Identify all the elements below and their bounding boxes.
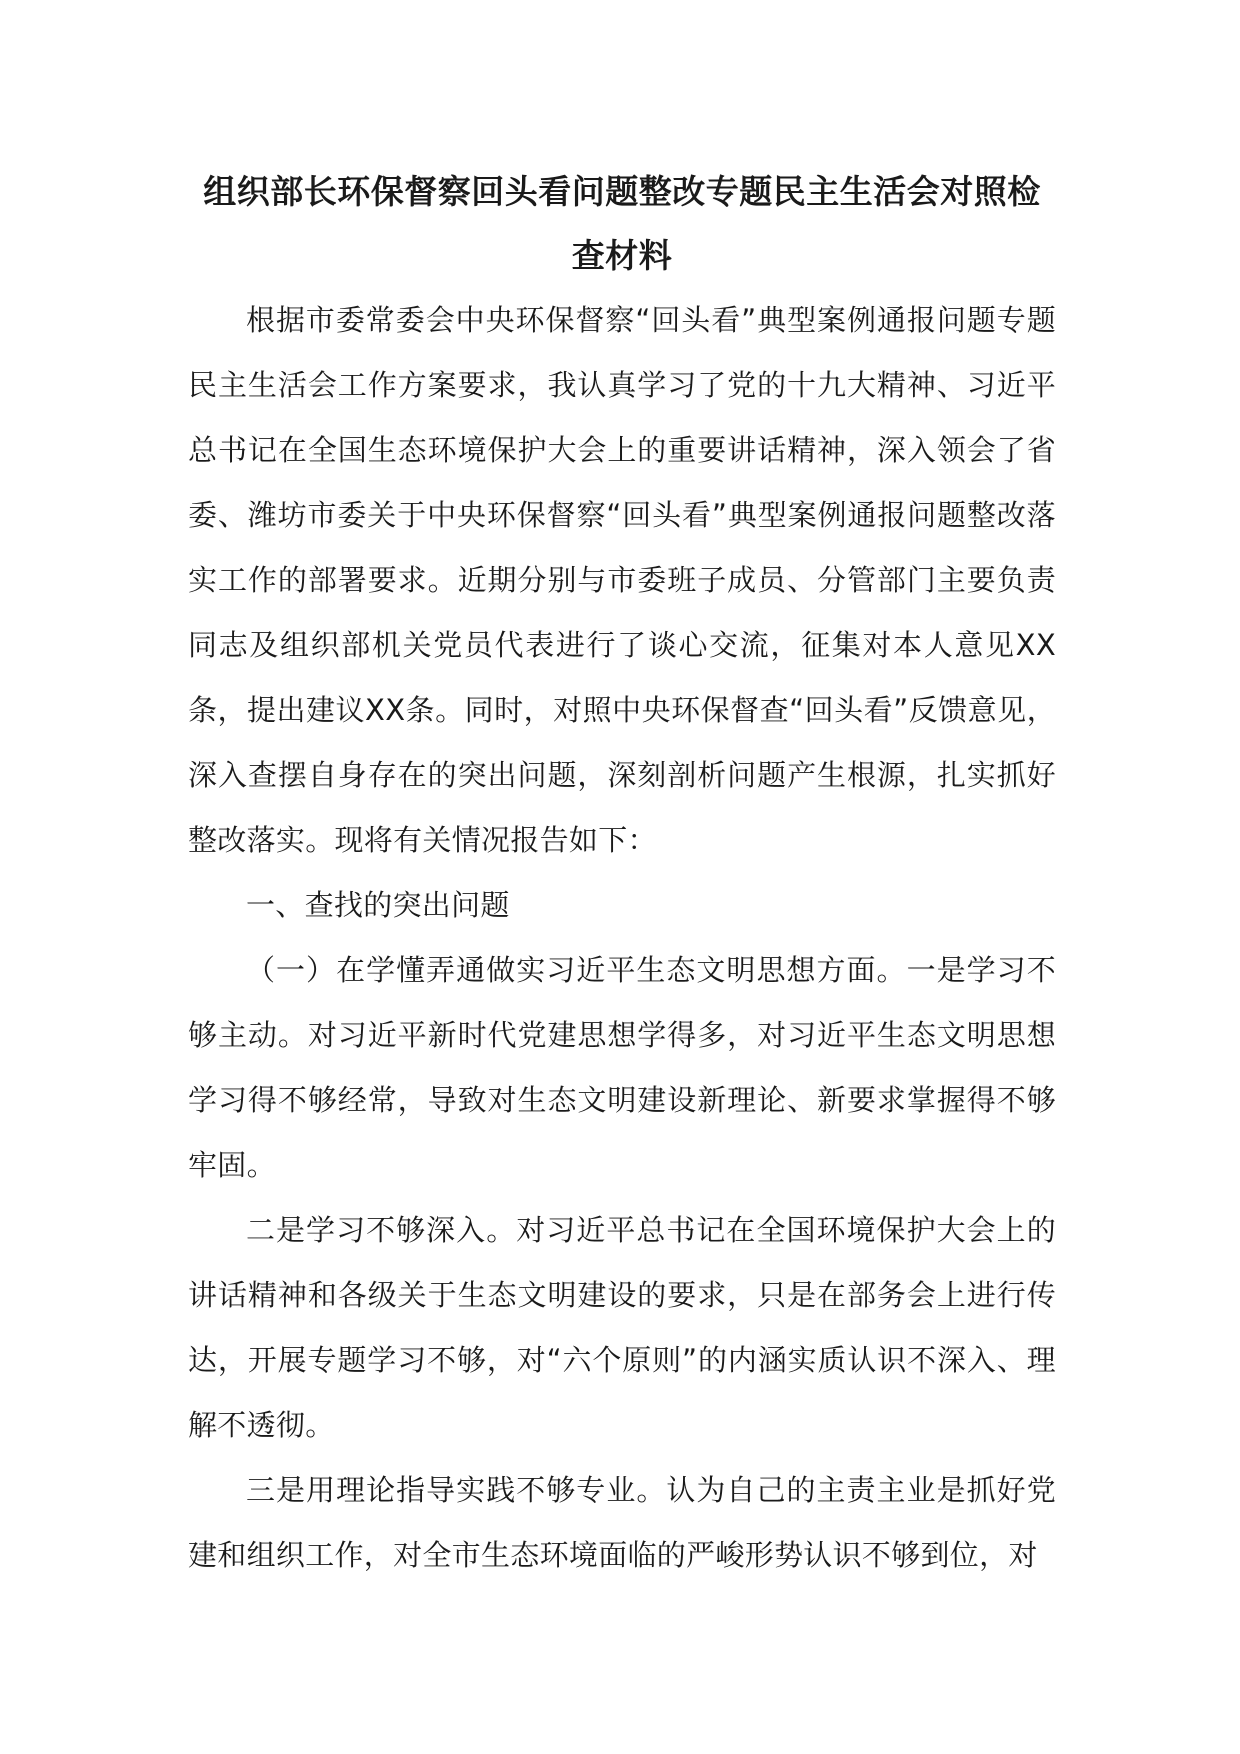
problem-paragraph-1: （一）在学懂弄通做实习近平生态文明思想方面。一是学习不够主动。对习近平新时代党建思想学得多，对习近平生态文明思想学习得不够经常，导致对生态文明建设新理论、新要求掌握得不够牢固。: [188, 953, 1056, 1182]
document-page: [188, 160, 1056, 1588]
intro-paragraph: 根据市委常委会中央环保督察“回头看”典型案例通报问题专题民主生活会工作方案要求，我认真学习了党的十九大精神、习近平总书记在全国生态环境保护大会上的重要讲话精神，深入领会了省委、潍坊市委关于中央环保督察“回头看”典型案例通报问题整改落实工作的部署要求。近期分别与市委班子成员、分管部门主要负责同志及组织部机关党员代表进行了谈心交流，征集对本人意见XX条，提出建议XX条。同时，对照中央环保督查“回头看”反馈意见，深入查摆自身存在的突出问题，深刻剖析问题产生根源，扎实抓好整改落实。现将有关情况报告如下：: [188, 303, 1056, 857]
problem-paragraph-2: 二是学习不够深入。对习近平总书记在全国环境保护大会上的讲话精神和各级关于生态文明建设的要求，只是在部务会上进行传达，开展专题学习不够，对“六个原则”的内涵实质认识不深入、理解不透彻。: [188, 1213, 1056, 1442]
problem-paragraph-3: 三是用理论指导实践不够专业。认为自己的主责主业是抓好党建和组织工作，对全市生态环境面临的严峻形势认识不够到位，对: [188, 1473, 1056, 1572]
document-title: 组织部长环保督察回头看问题整改专题民主生活会对照检查材料: [203, 172, 1041, 275]
section-heading-problems: 一、查找的突出问题: [246, 888, 510, 922]
